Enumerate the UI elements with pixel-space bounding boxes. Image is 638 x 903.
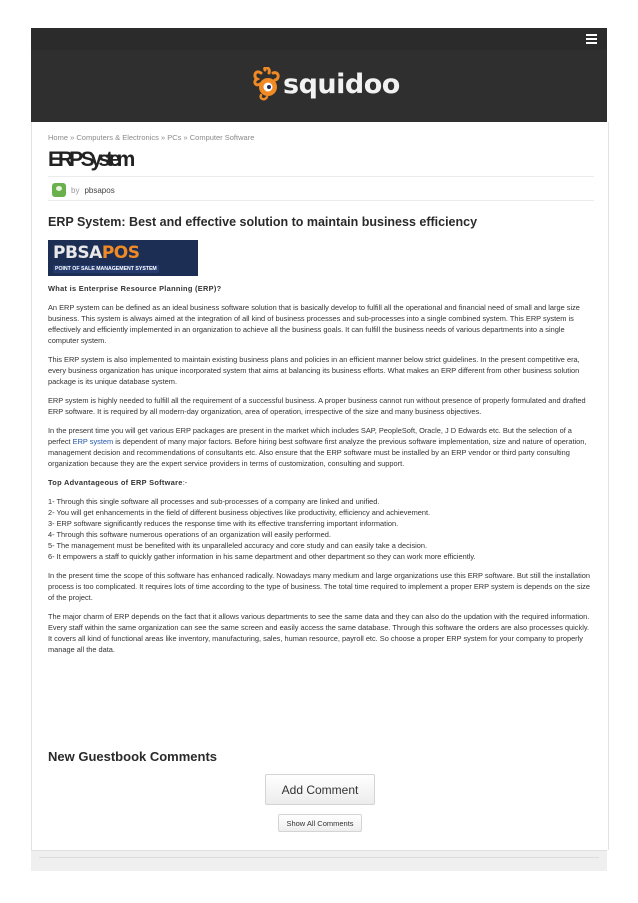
pbs-brand-b: POS	[101, 243, 140, 263]
question-heading: What is Enterprise Resource Planning (ERP)?	[48, 284, 222, 293]
erp-system-link[interactable]: ERP system	[72, 437, 114, 446]
article-body	[48, 283, 594, 663]
breadcrumb-separator: »	[68, 133, 77, 142]
logo-text: squidoo	[283, 68, 400, 100]
breadcrumb-pcs[interactable]: PCs	[167, 133, 182, 142]
hamburger-menu-icon[interactable]	[586, 34, 597, 44]
byline-prefix: by	[71, 185, 80, 195]
breadcrumb-separator: »	[158, 133, 168, 142]
paragraph-3: ERP system is highly needed to fulfill all the requirement of a successful business. A proper business cannot run without presence of properly formulated and drafted ERP software. It is required by all modern-day organization, area of operation, irrespective of the size and many business objectives.	[48, 396, 586, 416]
advantages-heading-suffix: :-	[182, 478, 188, 487]
list-item: 5- The management must be benefited with its unparalleled accuracy and core study and can easily take a decision.	[48, 541, 428, 550]
header-banner	[31, 50, 607, 122]
breadcrumb-computers-electronics[interactable]: Computers & Electronics	[76, 133, 159, 142]
squid-mascot-icon	[251, 67, 281, 101]
paragraph-2: This ERP system is also implemented to maintain existing business plans and policies in an efficient manner below strict guidelines. In the present competitive era, every business organization has unique incorporated system that aims at balancing its business efforts. What makes an ERP different from other business solution package is its unique database system.	[48, 355, 580, 386]
breadcrumb	[48, 133, 594, 142]
show-all-comments-button[interactable]: Show All Comments	[278, 814, 362, 832]
list-item: 4- Through this software numerous operations of an organization will easily performed.	[48, 530, 331, 539]
top-nav-bar	[31, 28, 607, 50]
author-link[interactable]: pbsapos	[84, 185, 115, 195]
byline	[48, 176, 594, 201]
pbs-brand-a: PBSA	[53, 243, 102, 263]
author-avatar[interactable]	[52, 183, 66, 197]
breadcrumb-separator: »	[181, 133, 190, 142]
list-item: 6- It empowers a staff to quickly gather information in his same department and other department so they can work more efficiently.	[48, 552, 476, 561]
list-item: 1- Through this single software all processes and sub-processes of a company are linked and unified.	[48, 497, 380, 506]
paragraph-5: In the present time the scope of this software has enhanced radically. Nowadays many medium and large organizations use this ERP software. But still the installation process is too complicated. It requires lots of time according to the type of business. The total time required to implement a proper ERP system is depends on the size of the project.	[48, 571, 590, 602]
main-content	[31, 122, 609, 850]
pbsapos-logo-image	[48, 240, 198, 276]
advantages-heading-text: Top Advantageous of ERP Software	[48, 478, 183, 487]
paragraph-4-start: In the present time you will get various ERP packages are present in the market which includes SAP, PeopleSoft, Oracle, J D Edwards etc. But the selection of a perfect	[48, 426, 572, 446]
paragraph-1: An ERP system can be defined as an ideal business software solution that is basically develop to fulfill all the operational and financial need of small and large size business. This system is always aimed at the integration of all kind of business processes and sub-processes into a single combined system. This ERP system is effectively and efficiently implemented in an organization to achieve all the business goals. It can fulfill the business needs of various departments into a single computer system.	[48, 303, 580, 345]
paragraph-4-end: is dependent of many major factors. Before hiring best software first analyze the previous software implementation, size and nature of operation, management decision and recommendations of consultants etc. Also ensure that the ERP software must be installed by an ERP vendor or third party consulting organization because they are the expert service providers in terms of customization, consulting and support.	[48, 437, 587, 468]
breadcrumb-home[interactable]: Home	[48, 133, 69, 142]
paragraph-6: The major charm of ERP depends on the fact that it allows various departments to see the same data and they can also do the updation with the required information. Every staff within the same organization can see the same screen and easily access the same database. Through this software the orders are also processes quickly. It covers all kind of functional areas like inventory, manufacturing, sales, human resource, payroll etc. So choose a proper ERP system for your company to properly manage all the data.	[48, 612, 590, 654]
advantages-list	[48, 496, 594, 562]
footer-divider	[39, 857, 599, 858]
add-comment-button[interactable]: Add Comment	[265, 774, 375, 805]
squidoo-logo[interactable]	[251, 64, 400, 104]
section-title: ERP System: Best and effective solution to maintain business efficiency	[48, 215, 478, 229]
page-title: ERP System	[48, 148, 132, 171]
pbs-tagline: POINT OF SALE MANAGEMENT SYSTEM	[55, 266, 157, 272]
list-item: 3- ERP software significantly reduces the response time with its effective transferring important information.	[48, 519, 399, 528]
footer-bar	[31, 850, 607, 871]
list-item: 2- You will get enhancements in the field of different business objectives like productivity, efficiency and achievement.	[48, 508, 431, 517]
advantages-heading	[48, 477, 594, 488]
breadcrumb-computer-software[interactable]: Computer Software	[189, 133, 255, 142]
guestbook-title: New Guestbook Comments	[48, 749, 218, 764]
paragraph-4	[48, 425, 594, 469]
